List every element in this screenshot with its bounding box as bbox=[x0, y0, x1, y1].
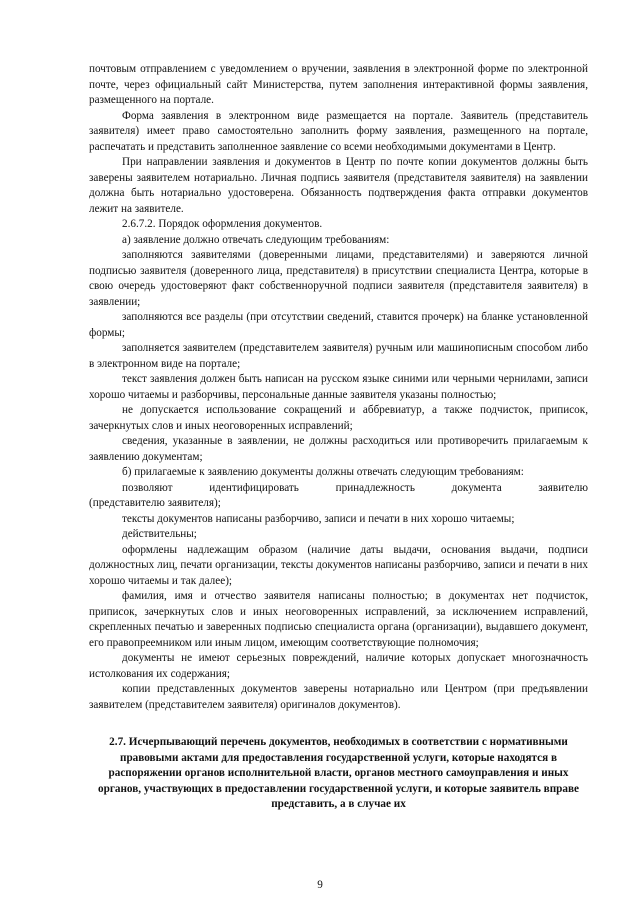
paragraph: Форма заявления в электронном виде размещается на портале. Заявитель (представитель заявителя) имеет право самостоятельно заполнить форму заявления, размещенного на портале, распечатать и представить заполненное заявление со всеми необходимыми документами в Центр. bbox=[89, 109, 588, 153]
paragraph: 2.6.7.2. Порядок оформления документов. bbox=[122, 218, 323, 230]
split-word: позволяют bbox=[122, 481, 173, 494]
paragraph: б) прилагаемые к заявлению документы должны отвечать следующим требованиям: bbox=[122, 466, 524, 478]
paragraph: заполняется заявителем (представителем заявителя) ручным или машинописным способом либо в электронном виде на портале; bbox=[89, 342, 588, 370]
paragraph: При направлении заявления и документов в Центр по почте копии документов должны быть заверены заявителем нотариально. Личная подпись заявителя (представителя заявителя) на заявлении должна быть нотариально удостоверена. Обязанность подтверждения факта отправки документов лежит на заявителе. bbox=[89, 156, 588, 215]
paragraph: заполняются заявителями (доверенными лицами, представителями) и заверяются личной подписью заявителя (доверенного лица, представителя) в присутствии специалиста Центра, которые в свою очередь удостоверяют факт собственноручной подписи заявителя (представителя заявителя) в заявлении; bbox=[89, 249, 588, 308]
section-heading: 2.7. Исчерпывающий перечень документов, необходимых в соответствии с нормативными правовыми актами для предоставления государственной услуги, которые находятся в распоряжении органов исполнительной власти, органов местного самоуправления и иных органов, участвующих в предоставлении государственной услуги, и которые заявитель вправе представить, а в случае их bbox=[98, 736, 579, 811]
page-content bbox=[89, 62, 588, 813]
paragraph: почтовым отправлением с уведомлением о вручении, заявления в электронной форме по электронной почте, через официальный сайт Министерства, путем заполнения интерактивной формы заявления, размещенного на портале. bbox=[89, 63, 588, 106]
split-line bbox=[89, 481, 588, 497]
paragraph: документы не имеют серьезных повреждений, наличие которых допускает многозначность истолкования их содержания; bbox=[89, 652, 588, 680]
paragraph: (представителю заявителя); bbox=[89, 497, 221, 509]
split-word: идентифицировать bbox=[209, 481, 299, 494]
paragraph: сведения, указанные в заявлении, не должны расходиться или противоречить прилагаемым к заявлению документам; bbox=[89, 435, 588, 463]
paragraph: заполняются все разделы (при отсутствии сведений, ставится прочерк) на бланке установленной формы; bbox=[89, 311, 588, 339]
paragraph: копии представленных документов заверены нотариально или Центром (при предъявлении заявителем (представителем заявителя) оригиналов документов). bbox=[89, 683, 588, 711]
paragraph: не допускается использование сокращений и аббревиатур, а также подчисток, приписок, зачеркнутых слов и иных неоговоренных исправлений; bbox=[89, 404, 588, 432]
split-word: документа bbox=[451, 481, 502, 494]
split-word: заявителю bbox=[538, 481, 588, 494]
paragraph: действительны; bbox=[122, 528, 197, 540]
page-number: 9 bbox=[317, 879, 323, 891]
paragraph: оформлены надлежащим образом (наличие даты выдачи, основания выдачи, подписи должностных лиц, печати организации, тексты документов написаны разборчиво, записи и печати в них хорошо читаемы и так далее); bbox=[89, 543, 588, 587]
paragraph: тексты документов написаны разборчиво, записи и печати в них хорошо читаемы; bbox=[122, 512, 515, 525]
paragraph-group-2 bbox=[89, 496, 588, 713]
paragraph: текст заявления должен быть написан на русском языке синими или черными чернилами, записи хорошо читаемы и разборчивы, персональные данные заявителя указаны полностью; bbox=[89, 373, 588, 401]
paragraph: а) заявление должно отвечать следующим требованиям: bbox=[122, 233, 390, 246]
paragraph: фамилия, имя и отчество заявителя написаны полностью; в документах нет подчисток, приписок, зачеркнутых слов и иных неоговоренных исправлений, за исключением исправлений, скрепленных печатью и заверенных подписью специалиста органа (организации), выдавшего документ, его правопреемником или иным лицом, имеющим соответствующие полномочия; bbox=[89, 590, 588, 649]
split-word: принадлежность bbox=[335, 481, 415, 494]
paragraph-group-1 bbox=[89, 62, 588, 481]
